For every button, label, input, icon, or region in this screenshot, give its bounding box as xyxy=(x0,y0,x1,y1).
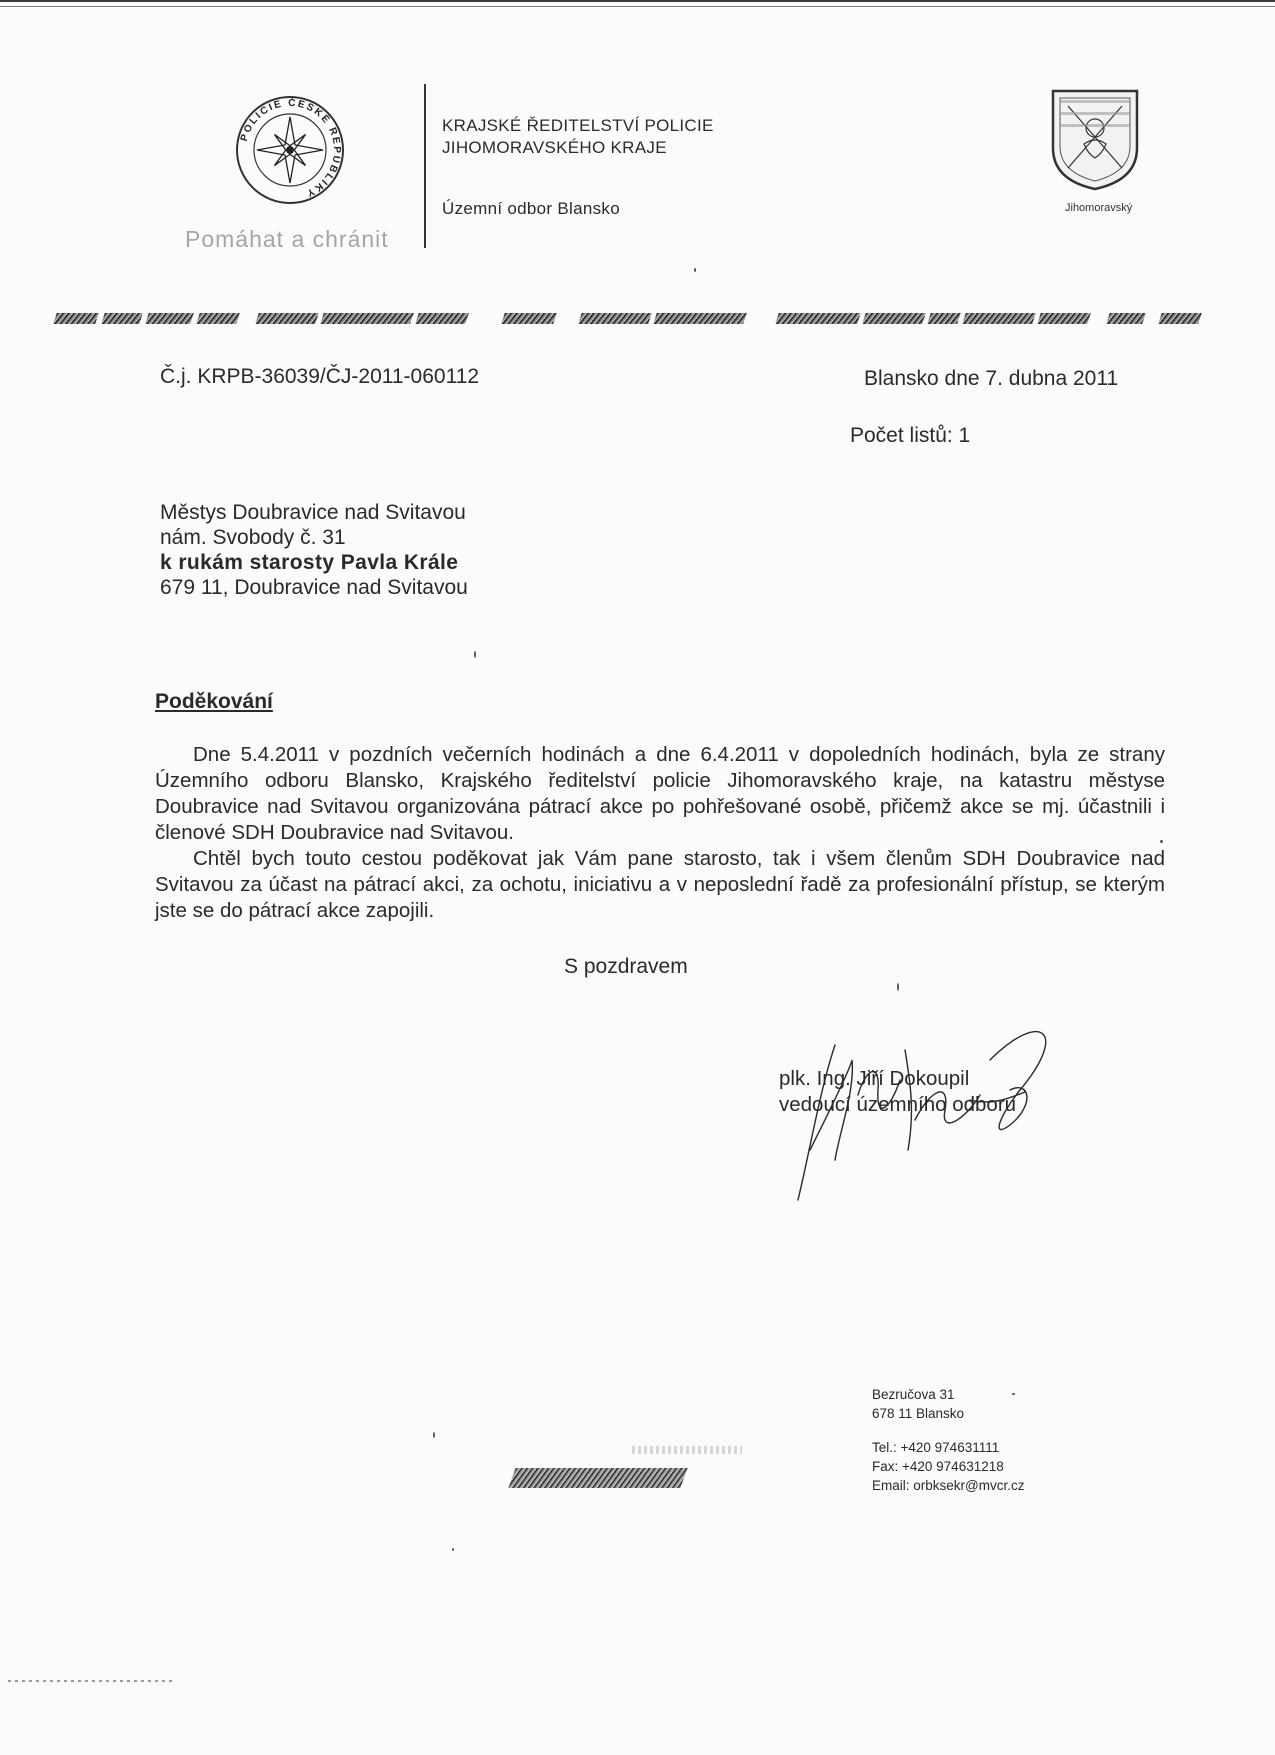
sheet-count: Počet listů: 1 xyxy=(850,424,971,447)
stripe-segment xyxy=(962,313,1036,324)
stripe-segment xyxy=(862,313,926,324)
footer-city: 678 11 Blansko xyxy=(872,1406,965,1421)
scan-speck xyxy=(694,268,696,272)
stripe-segment xyxy=(578,313,652,324)
handwritten-signature xyxy=(740,1000,1070,1210)
org-name-line-1: KRAJSKÉ ŘEDITELSTVÍ POLICIE xyxy=(442,116,714,135)
letter-body xyxy=(155,742,1165,924)
stripe-segment xyxy=(415,313,469,324)
signer-title: vedoucí územního odboru xyxy=(779,1093,1017,1116)
footer-stripe xyxy=(508,1468,687,1488)
footer-street: Bezručova 31 xyxy=(872,1387,955,1402)
letter-date: Blansko dne 7. dubna 2011 xyxy=(864,367,1119,390)
scan-speck xyxy=(897,983,899,991)
org-unit: Územní odbor Blansko xyxy=(442,199,620,218)
stripe-segment xyxy=(775,313,861,324)
scan-speck xyxy=(1160,840,1163,843)
coat-of-arms-icon xyxy=(1050,88,1140,192)
stripe-segment xyxy=(255,313,319,324)
signer-name: plk. Ing. Jiří Dokoupil xyxy=(779,1067,970,1090)
scan-noise xyxy=(8,1680,173,1682)
footer-email: Email: orbksekr@mvcr.cz xyxy=(872,1478,1025,1493)
footer-fax: Fax: +420 974631218 xyxy=(872,1459,1004,1474)
header-divider xyxy=(424,84,426,248)
recipient-address xyxy=(160,500,468,600)
footer-faint-mark xyxy=(632,1446,742,1454)
scan-speck xyxy=(433,1432,435,1438)
stripe-segment xyxy=(501,313,557,324)
recipient-line-3: k rukám starosty Pavla Krále xyxy=(160,551,459,574)
stripe-segment xyxy=(320,313,414,324)
scan-speck xyxy=(474,651,476,658)
recipient-line-1: Městys Doubravice nad Svitavou xyxy=(160,501,466,524)
stripe-segment xyxy=(1106,313,1146,324)
letter-heading: Poděkování xyxy=(155,690,273,713)
body-paragraph-1: Dne 5.4.2011 v pozdních večerních hodinách a dne 6.4.2011 v dopoledních hodinách, byla ze strany Územního odboru Blansko, Krajského ředitelství policie Jihomoravského kraje, na katastru městyse Doubravice nad Svitavou organizována pátrací akce po pohřešované osobě, přičemž akce se mj. účastnili i členové SDH Doubravice nad Svitavou. xyxy=(155,743,1165,844)
stripe-segment xyxy=(53,313,99,324)
footer-phone: Tel.: +420 974631111 xyxy=(872,1440,1000,1455)
stripe-segment xyxy=(653,313,747,324)
scan-speck xyxy=(452,1548,454,1551)
reference-number: Č.j. KRPB-36039/ČJ-2011-060112 xyxy=(160,365,480,388)
closing: S pozdravem xyxy=(564,955,688,978)
org-name-line-2: JIHOMORAVSKÉHO KRAJE xyxy=(442,138,667,157)
scan-edge xyxy=(0,0,1275,10)
stripe-segment xyxy=(145,313,194,324)
police-star-icon xyxy=(235,95,345,205)
stripe-segment xyxy=(1158,313,1202,324)
stripe-segment xyxy=(101,313,143,324)
slogan: Pomáhat a chránit xyxy=(185,226,389,252)
footer-contact xyxy=(872,1385,1024,1495)
stripe-segment xyxy=(1037,313,1091,324)
body-paragraph-2: Chtěl bych touto cestou poděkovat jak Vám pane starosto, tak i všem členům SDH Doubravice nad Svitavou za účast na pátrací akci, za ochotu, iniciativu a v neposlední řadě za profesionální přístup, se kterým jste se do pátrací akce zapojili. xyxy=(155,847,1165,922)
stripe-segment xyxy=(196,313,240,324)
recipient-line-2: nám. Svobody č. 31 xyxy=(160,526,346,549)
scan-speck xyxy=(1012,1393,1015,1395)
stripe-segment xyxy=(927,313,961,324)
seal-text: POLICIE ČESKÉ REPUBLIKY xyxy=(238,97,343,199)
recipient-line-4: 679 11, Doubravice nad Svitavou xyxy=(160,576,468,599)
region-caption: Jihomoravský xyxy=(1065,202,1133,214)
